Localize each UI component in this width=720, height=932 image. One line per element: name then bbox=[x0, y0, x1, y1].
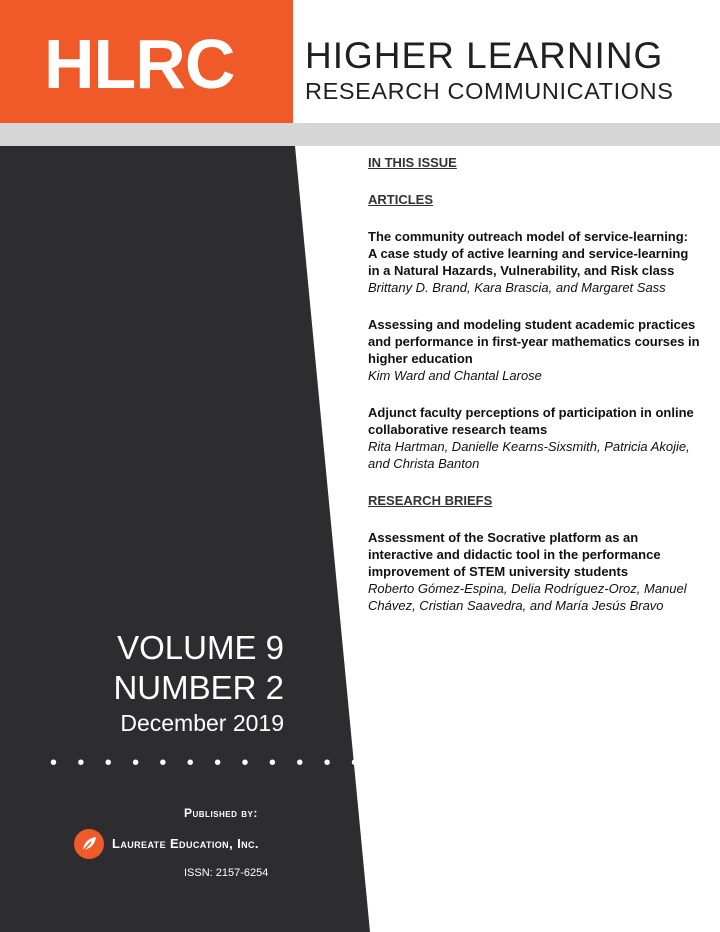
article-entry bbox=[368, 228, 700, 296]
article-title[interactable]: The community outreach model of service-learning: A case study of active learning and service-learning in a Natural Hazards, Vulnerability, and Risk class bbox=[368, 229, 689, 278]
article-entry bbox=[368, 316, 700, 384]
issue-date: December 2019 bbox=[120, 710, 284, 736]
article-title[interactable]: Adjunct faculty perceptions of participation in online collaborative research teams bbox=[368, 405, 694, 437]
article-entry bbox=[368, 404, 700, 472]
logo-block bbox=[0, 0, 293, 123]
article-authors: Kim Ward and Chantal Larose bbox=[368, 368, 542, 383]
article-title[interactable]: Assessing and modeling student academic practices and performance in first-year mathematics courses in higher education bbox=[368, 317, 700, 366]
hlrc-logo: HLRC bbox=[44, 25, 235, 103]
brief-title[interactable]: Assessment of the Socrative platform as an interactive and didactic tool in the performance improvement of STEM university students bbox=[368, 530, 661, 579]
laureate-leaf-icon bbox=[74, 829, 104, 859]
journal-title-line1: HIGHER LEARNING bbox=[305, 35, 664, 76]
published-by-label: Published by: bbox=[184, 806, 258, 820]
dot-divider: • • • • • • • • • • • • • • • bbox=[50, 752, 448, 774]
brief-authors: Roberto Gómez-Espina, Delia Rodríguez-Oroz, Manuel Chávez, Cristian Saavedra, and María Jesús Bravo bbox=[368, 581, 687, 613]
divider-band bbox=[0, 123, 720, 146]
volume-label: VOLUME 9 bbox=[117, 629, 284, 666]
articles-heading: ARTICLES bbox=[368, 192, 433, 207]
article-authors: Brittany D. Brand, Kara Brascia, and Margaret Sass bbox=[368, 280, 666, 295]
journal-title bbox=[305, 36, 674, 106]
publisher-name: Laureate Education, Inc. bbox=[112, 836, 259, 851]
research-briefs-heading: RESEARCH BRIEFS bbox=[368, 493, 493, 508]
issn-label: ISSN: 2157-6254 bbox=[184, 867, 269, 879]
brief-entry bbox=[368, 529, 700, 614]
number-label: NUMBER 2 bbox=[113, 669, 284, 706]
in-this-issue-heading: IN THIS ISSUE bbox=[368, 155, 457, 170]
table-of-contents bbox=[368, 154, 700, 634]
volume-info bbox=[113, 628, 284, 738]
article-authors: Rita Hartman, Danielle Kearns-Sixsmith, Patricia Akojie, and Christa Banton bbox=[368, 439, 690, 471]
journal-title-line2: RESEARCH COMMUNICATIONS bbox=[305, 78, 674, 104]
